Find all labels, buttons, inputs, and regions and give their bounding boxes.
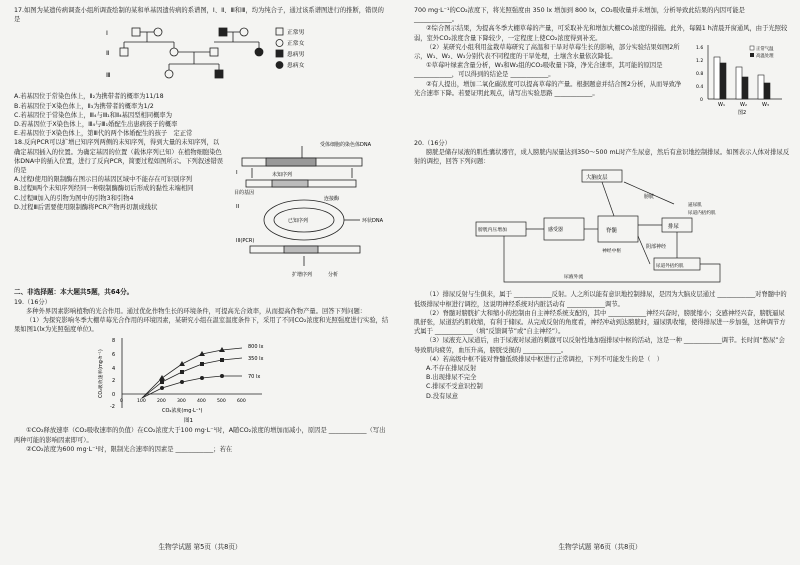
q17-option-d: D.若基因位于X染色体上，Ⅲ₄与Ⅲ₁婚配生出患病孩子的概率 [14, 121, 178, 129]
y-tick-8: 8 [112, 338, 116, 345]
legend-affected-female: 患病女 [287, 63, 305, 70]
diagram-receptor: 感受器 [548, 227, 564, 234]
page-right [400, 0, 800, 565]
bar-y-tick-04: 0.4 [696, 84, 704, 90]
fig-step-1: I [236, 170, 238, 177]
diagram-external-sphincter: 尿道外括约肌 [656, 264, 684, 270]
q17-option-e: E.若基因位于X染色体上，第Ⅲ代的两个体婚配生的孩子 定正常 [14, 130, 193, 138]
q18-text [14, 138, 224, 212]
diagram-cortex: 大脑皮层 [586, 175, 608, 182]
fig-step-2: II [236, 204, 240, 211]
x-tick-300: 300 [177, 399, 186, 405]
legend-high-temp: 高温处理 [756, 53, 774, 59]
q19-sub1: ①CO₂释放速率（CO₂吸收速率的负值）在CO₂浓度大于100 mg·L⁻¹时，A随CO₂浓度的增加而减小，原因是 ____________（写出两种可能的影响因素即可）。 [14, 427, 386, 444]
pedigree-figure [14, 24, 390, 92]
bar-y-tick-0: 0 [700, 97, 703, 103]
chart1-caption: 图1 [184, 418, 193, 425]
fig-step-3: III(PCR) [236, 238, 255, 245]
y-tick-0: 0 [112, 392, 116, 399]
legend-affected-male: 患病男 [287, 52, 305, 59]
gen-label-2: Ⅱ [106, 49, 110, 58]
gen-label-3: Ⅲ [106, 71, 111, 80]
q17-option-c: C.若基因位于常染色体上，Ⅲ₄与Ⅲ₁和Ⅱ₄基因型相同概率为 [14, 111, 172, 119]
y-tick-6: 6 [112, 352, 116, 359]
section-2-title: 二、非选择题：本大题共5题，共64分。 [14, 288, 134, 297]
q18-option-c: C.过程Ⅲ加入的引物为图中的引物3和引物4 [14, 194, 134, 202]
bar-y-tick-12: 1.2 [696, 58, 704, 64]
inverse-pcr-figure [232, 138, 388, 288]
q19-intro: 多种外界因素影响植物的光合作用。通过优化作物生长的环境条件，可提高光合效率，从而提高作物产量。回答下列问题： [26, 307, 367, 315]
fig-label-chromosome: 受体细胞的染色体DNA [320, 142, 372, 149]
legend-normal-female: 正常女 [287, 41, 305, 48]
diagram-urine-outflow: 尿液外流 [564, 275, 584, 281]
fig-label-known-seq: 已知序列 [288, 218, 309, 225]
legend-800lx: 800 lx [248, 344, 264, 351]
q19-sub2: ②CO₂浓度为600 mg·L⁻¹时，限制光合速率的因素是 ____________；若在 [26, 445, 233, 453]
legend-normal-temp: 正常气温 [756, 46, 774, 52]
x-tick-0: 0 [120, 399, 123, 405]
q17-option-b: B.若基因位于X染色体上，Ⅱ₃为携带者的概率为1/2 [14, 102, 154, 110]
x-tick-500: 500 [217, 399, 226, 405]
q20-number: 20.（16分） [414, 139, 451, 147]
bar-cat-w3: W₃ [762, 101, 769, 108]
q19-part1: （1）为探究影响冬季大棚草莓光合作用的环境因素，某研究小组在温室温度条件下，采用了不同CO₂浓度和光照强度进行实验，结果如图1(lx为光照强度单位)。 [14, 317, 389, 334]
diagram-bladder: 膀胱 [644, 194, 655, 201]
reflex-diagram [474, 168, 744, 288]
q18-option-b: B.过程Ⅱ两个未知序列经同一种限制酶酶切后形成的黏性末端相同 [14, 185, 194, 193]
q20-sub1: （1）排尿反射与生俱来，属于 ____________反射。人之所以能有意识地控制排尿，是因为大脑皮层通过 ____________对脊髓中的低级排尿中枢进行调控，这说明神经系统对内脏活动有 ____________调节。 [414, 291, 787, 308]
q20-sub4: （4）若高级中枢不能对脊髓低级排尿中枢进行正常调控，下列不可能发生的是（ ） [426, 355, 663, 363]
x-tick-400: 400 [197, 399, 206, 405]
q19-part2-text [414, 43, 684, 98]
q19-part2-sub1: ①草莓叶绿素含量分析，W₃和W₂组的CO₂吸收量下降，净光合速率，其可能的原因是 ____________，可以得到的结论是 ____________。 [414, 62, 663, 79]
diagram-detrusor: 逼尿肌 [688, 203, 702, 209]
q20-option-d: D.没有尿意 [426, 392, 459, 400]
x-tick-600: 600 [237, 399, 246, 405]
diagram-pudendal-nerve: 阴部神经 [646, 244, 667, 251]
q20-option-b: B.出现排尿不完全 [426, 374, 477, 382]
gen-label-1: Ⅰ [106, 29, 108, 38]
fig-label-ligase: 连接酶 [324, 196, 340, 203]
q20-intro: 膀胱是储存尿液的肌性囊状器官，成人膀胱内尿量达到350～500 mL时产生尿意，然后有意识地控制排尿。如图表示人体对排尿反射的调控，回答下列问题： [414, 149, 790, 166]
q19-part2-sub2: ②有人提出，增加二氧化碳浓度可以提高草莓的产量。根据题意并结合图2分析，从而导致净光合速率下降。若要证明此观点，请写出实验思路 ____________。 [414, 80, 682, 97]
fig-label-unknown-seq: 未知序列 [272, 172, 293, 179]
footer-right: 生物学试题 第6页（共8页） [558, 543, 642, 551]
fig-label-amplify: 扩增序列 [292, 272, 313, 279]
x-axis-label: CO₂浓度(mg·L⁻¹) [162, 408, 203, 415]
q18-option-d: D.过程Ⅲ后需要使用限制酶将PCR产物再切割成线状 [14, 203, 158, 211]
y-axis-label: CO₂吸收速率(mg·h⁻¹) [99, 349, 104, 399]
diagram-spinal-cord: 脊髓 [606, 228, 617, 235]
legend-350lx: 350 lx [248, 356, 264, 363]
q19-part2-block [414, 43, 790, 139]
fig-label-analysis: 分析 [328, 272, 339, 279]
diagram-nerve-center: 神经中枢 [602, 249, 622, 255]
bar-cat-w2: W₂ [740, 101, 747, 108]
q17-stem: 17.如图为某遗传病调查小组所调查绘制的某和单基因遗传病的系谱图，Ⅰ、Ⅱ、Ⅲ和Ⅲ，均为纯合子，通过该系谱图进行的推断，错误的是 [14, 7, 384, 24]
y-tick-neg2: -2 [110, 404, 115, 411]
chart1-block [14, 334, 390, 426]
q19-number: 19.（16分） [14, 298, 51, 306]
q20-sub2: （2）脊髓对膀胱扩大和缩小的控制由自主神经系统支配的，其中 ____________神经兴奋时，膀胱缩小；交感神经兴奋，膀胱逼尿肌舒张，尿道括约肌收缩，有利于储尿。从完成反射的角度看，神经冲动到达膀胱时，逼尿肌收缩，使得排尿进一步加强，这种调节方式属于 ____________（填“反馈调节”或“自主神经”）。 [414, 309, 786, 336]
bar-y-tick-16: 1.6 [696, 45, 704, 51]
x-tick-200: 200 [157, 399, 166, 405]
q18-option-a: A.过程Ⅰ使用的限制酶在图示目的基因区域中不能存在可识别序列 [14, 176, 193, 184]
legend-70lx: 70 lx [248, 374, 261, 381]
reflex-diagram-block [414, 166, 790, 290]
q20-sub3: （3）尿液充入尿道后，由于尿液对尿道的刺激可以反射性地加强排尿中枢的活动，这是一种 ____________调节。长时间“憋尿”会导致肌肉疲劳，血压升高，膀胱受损的 ____________。 [414, 337, 785, 354]
bar-y-tick-08: 0.8 [696, 71, 704, 77]
q20-option-c: C.排尿不受意识控制 [426, 383, 483, 391]
q20-option-a: A.不存在排尿反射 [426, 365, 477, 373]
y-tick-2: 2 [112, 378, 116, 385]
q19-continued-2: ②综合图示结果，为提高冬季大棚草莓的产量，可采取补光和增加大棚CO₂浓度的措施。此外，每隔1 h清晨开窗通风，由于光照较弱，室外CO₂浓度含量下降较少，一定程度上使CO₂浓度得到补充。 [414, 25, 788, 42]
diagram-pressure-increase: 膀胱内压增加 [478, 228, 507, 234]
y-tick-4: 4 [112, 366, 116, 373]
q17-option-a: A.若基因位于常染色体上，Ⅱ₂为携带者的概率为11/18 [14, 93, 164, 101]
fig-label-target-gene: 目的基因 [234, 190, 255, 197]
co2-chart [82, 334, 302, 426]
bar-chart-2 [694, 43, 786, 115]
q18-stem: 18.反向PCR可以扩增已知序列两侧的未知序列，得到大量的未知序列，以确定基因插入的位置。为确定基因的位置（载体序列已知）在植物细胞染色体DNA中的插入位置，进行了反向PCR，简要过程如图所示。下列叙述错误的是 [14, 139, 224, 175]
pedigree-chart [14, 24, 384, 92]
fig-label-circular-dna: 环状DNA [362, 218, 384, 225]
diagram-internal-sphincter: 尿道内括约肌 [688, 211, 716, 217]
chart2-caption: 图2 [738, 109, 747, 115]
q18-block [14, 138, 390, 288]
diagram-urination: 排尿 [668, 224, 679, 231]
q19-part2: （2）某研究小组利用盆栽草莓研究了高温和干旱对草莓生长的影响，部分实验结果如图2所示，W₁、W₂、W₃分别代表不同程度的干旱处理，土壤含水量依次降低。 [414, 43, 680, 61]
legend-normal-male: 正常男 [287, 30, 305, 37]
x-tick-100: 100 [137, 399, 146, 405]
bar-cat-w1: W₁ [718, 101, 725, 108]
q19-continued-1: 700 mg·L⁻¹的CO₂浓度下，将光照强度由 350 lx 增加到 800 lx，CO₂吸收量并未增加，分析导致此结果的内因可能是 ____________。 [414, 7, 745, 24]
footer-left: 生物学试题 第5页（共8页） [158, 543, 242, 551]
